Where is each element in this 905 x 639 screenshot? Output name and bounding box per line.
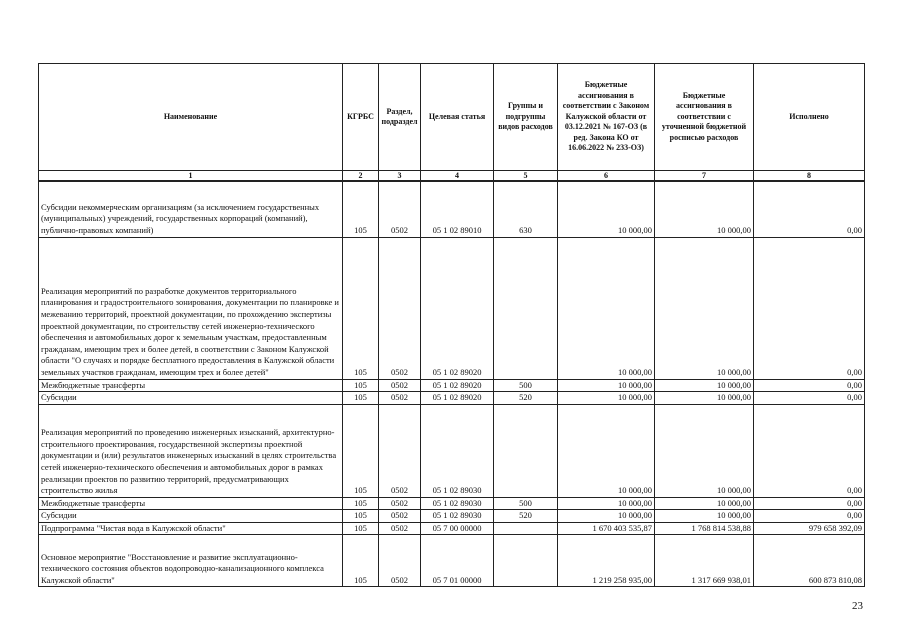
row-target: 05 1 02 89030 — [421, 497, 494, 510]
header-target: Целевая статья — [421, 64, 494, 171]
budget-table — [38, 63, 865, 587]
header-name: Наименование — [39, 64, 343, 171]
col-num: 4 — [421, 171, 494, 182]
col-num: 8 — [754, 171, 865, 182]
row-group — [494, 522, 558, 535]
row-section: 0502 — [379, 181, 421, 237]
row-refined: 10 000,00 — [655, 379, 754, 392]
table-row — [39, 237, 865, 379]
row-target: 05 1 02 89020 — [421, 379, 494, 392]
col-num: 1 — [39, 171, 343, 182]
row-section: 0502 — [379, 535, 421, 587]
row-refined: 10 000,00 — [655, 237, 754, 379]
row-group — [494, 404, 558, 497]
row-section: 0502 — [379, 404, 421, 497]
row-group: 500 — [494, 497, 558, 510]
row-group: 500 — [494, 379, 558, 392]
row-group: 520 — [494, 510, 558, 523]
col-num: 7 — [655, 171, 754, 182]
row-kgrbs: 105 — [343, 181, 379, 237]
table-row — [39, 535, 865, 587]
row-executed: 0,00 — [754, 181, 865, 237]
row-executed: 600 873 810,08 — [754, 535, 865, 587]
row-refined: 10 000,00 — [655, 392, 754, 405]
row-refined: 10 000,00 — [655, 181, 754, 237]
row-refined: 1 317 669 938,01 — [655, 535, 754, 587]
row-section: 0502 — [379, 510, 421, 523]
row-name: Субсидии — [39, 392, 343, 405]
row-section: 0502 — [379, 522, 421, 535]
page-number: 23 — [852, 600, 863, 612]
row-executed: 0,00 — [754, 510, 865, 523]
table-row — [39, 404, 865, 497]
header-executed: Исполнено — [754, 64, 865, 171]
row-target: 05 1 02 89030 — [421, 510, 494, 523]
table-row — [39, 510, 865, 523]
row-refined: 10 000,00 — [655, 497, 754, 510]
row-kgrbs: 105 — [343, 379, 379, 392]
col-num: 2 — [343, 171, 379, 182]
row-alloc: 1 670 403 535,87 — [558, 522, 655, 535]
header-row — [39, 64, 865, 171]
table-row — [39, 392, 865, 405]
col-num: 5 — [494, 171, 558, 182]
row-executed: 979 658 392,09 — [754, 522, 865, 535]
row-alloc: 10 000,00 — [558, 237, 655, 379]
row-name: Межбюджетные трансферты — [39, 497, 343, 510]
row-section: 0502 — [379, 497, 421, 510]
column-number-row — [39, 171, 865, 182]
row-target: 05 1 02 89010 — [421, 181, 494, 237]
row-refined: 1 768 814 538,88 — [655, 522, 754, 535]
row-name: Основное мероприятие "Восстановление и развитие эксплуатационно-технического состояния объектов водопроводно-канализационного комплекса Калужской области" — [39, 535, 343, 587]
row-executed: 0,00 — [754, 404, 865, 497]
row-alloc: 1 219 258 935,00 — [558, 535, 655, 587]
col-num: 3 — [379, 171, 421, 182]
row-section: 0502 — [379, 392, 421, 405]
row-alloc: 10 000,00 — [558, 379, 655, 392]
row-target: 05 7 01 00000 — [421, 535, 494, 587]
row-alloc: 10 000,00 — [558, 181, 655, 237]
row-refined: 10 000,00 — [655, 404, 754, 497]
row-section: 0502 — [379, 379, 421, 392]
header-alloc: Бюджетные ассигнования в соответствии с Законом Калужской области от 03.12.2021 № 167-ОЗ (в ред. Закона КО от 16.06.2022 № 233-ОЗ) — [558, 64, 655, 171]
row-alloc: 10 000,00 — [558, 510, 655, 523]
row-name: Субсидии некоммерческим организациям (за исключением государственных (муниципальных) учреждений, государственных корпораций (компаний), публично-правовых компаний) — [39, 181, 343, 237]
row-kgrbs: 105 — [343, 497, 379, 510]
row-alloc: 10 000,00 — [558, 497, 655, 510]
table-row — [39, 181, 865, 237]
header-refined: Бюджетные ассигнования в соответствии с уточненной бюджетной росписью расходов — [655, 64, 754, 171]
row-target: 05 1 02 89020 — [421, 237, 494, 379]
row-kgrbs: 105 — [343, 510, 379, 523]
row-kgrbs: 105 — [343, 237, 379, 379]
row-refined: 10 000,00 — [655, 510, 754, 523]
col-num: 6 — [558, 171, 655, 182]
row-name: Субсидии — [39, 510, 343, 523]
row-executed: 0,00 — [754, 237, 865, 379]
row-group — [494, 535, 558, 587]
table-row — [39, 379, 865, 392]
row-alloc: 10 000,00 — [558, 392, 655, 405]
row-target: 05 1 02 89020 — [421, 392, 494, 405]
row-name: Реализация мероприятий по разработке документов территориального планирования и градостроительного зонирования, документации по планировке и межеванию территорий, проектной документации, по прохождению экспертизы проектной документации, по строительству сетей инженерно-технического обеспечения и автомобильных дорог к земельным участкам, предоставленным гражданам, имеющим трех и более детей, в соответствии с Законом Калужской области "О случаях и порядке бесплатного предоставления в Калужской области земельных участков гражданам, имеющим трех и более детей" — [39, 237, 343, 379]
header-section: Раздел, подраздел — [379, 64, 421, 171]
header-groups: Группы и подгруппы видов расходов — [494, 64, 558, 171]
table-row — [39, 522, 865, 535]
row-kgrbs: 105 — [343, 522, 379, 535]
row-target: 05 7 00 00000 — [421, 522, 494, 535]
row-executed: 0,00 — [754, 392, 865, 405]
row-group — [494, 237, 558, 379]
row-group: 520 — [494, 392, 558, 405]
row-name: Реализация мероприятий по проведению инженерных изысканий, архитектурно-строительного проектирования, государственной экспертизы проектной документации и (или) результатов инженерных изысканий в целях строительства сетей инженерно-технического обеспечения и автомобильных дорог в рамках реализации проектов по развитию территорий, предусматривающих строительство жилья — [39, 404, 343, 497]
header-kgrbs: КГРБС — [343, 64, 379, 171]
row-name: Межбюджетные трансферты — [39, 379, 343, 392]
row-kgrbs: 105 — [343, 404, 379, 497]
row-kgrbs: 105 — [343, 535, 379, 587]
row-name: Подпрограмма "Чистая вода в Калужской области" — [39, 522, 343, 535]
table-row — [39, 497, 865, 510]
row-executed: 0,00 — [754, 497, 865, 510]
row-executed: 0,00 — [754, 379, 865, 392]
row-section: 0502 — [379, 237, 421, 379]
row-target: 05 1 02 89030 — [421, 404, 494, 497]
row-kgrbs: 105 — [343, 392, 379, 405]
row-alloc: 10 000,00 — [558, 404, 655, 497]
row-group: 630 — [494, 181, 558, 237]
